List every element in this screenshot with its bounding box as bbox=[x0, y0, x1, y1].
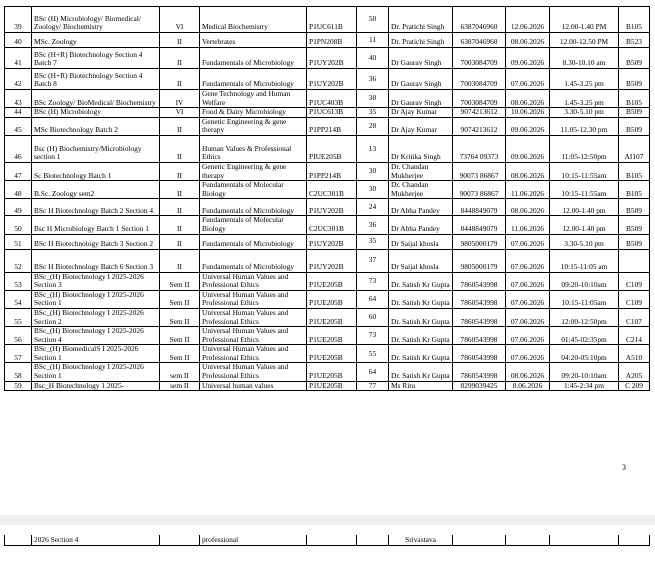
course-code-cell bbox=[307, 535, 357, 546]
time-cell: 12:00-12:50pm bbox=[550, 308, 619, 326]
course-code-cell: C2UC301B bbox=[307, 181, 357, 199]
row-number: 51 bbox=[5, 234, 32, 249]
date-cell: 08.06.2026 bbox=[506, 33, 550, 48]
time-cell: 1.45-3.25 pm bbox=[550, 90, 619, 108]
table-row bbox=[5, 162, 650, 180]
date-cell: 08.06.2026 bbox=[506, 90, 550, 108]
phone-cell: 9074213612 bbox=[453, 108, 506, 118]
semester-cell: II bbox=[160, 249, 200, 272]
date-cell: 09.06.2026 bbox=[506, 135, 550, 162]
program-cell: MSc Biotechnology Batch 2 bbox=[32, 117, 160, 135]
student-count-cell: 24 bbox=[357, 199, 389, 216]
phone-cell: 9805000179 bbox=[453, 234, 506, 249]
student-count-cell: 35 bbox=[357, 234, 389, 249]
date-cell: 07.06.2026 bbox=[506, 249, 550, 272]
time-cell: 01:45-02:35pm bbox=[550, 327, 619, 345]
teacher-cell: Dr. Chandan Mukherjee bbox=[389, 181, 453, 199]
semester-cell: Sem II bbox=[160, 308, 200, 326]
time-cell: 12.00-1.40 pm bbox=[550, 199, 619, 216]
phone-cell: 6387046960 bbox=[453, 33, 506, 48]
table-row bbox=[5, 216, 650, 234]
room-cell: B509 bbox=[619, 108, 650, 118]
course-code-cell: P1UE205B bbox=[307, 345, 357, 363]
student-count-cell: 36 bbox=[357, 69, 389, 90]
table-body bbox=[5, 7, 650, 391]
row-number: 58 bbox=[5, 363, 32, 381]
student-count-cell: 37 bbox=[357, 249, 389, 272]
teacher-cell: Dr. Chandan Mukherjee bbox=[389, 162, 453, 180]
course-code-cell: C2UC301B bbox=[307, 216, 357, 234]
semester-cell: sem II bbox=[160, 363, 200, 381]
row-number: 43 bbox=[5, 90, 32, 108]
subject-cell: Food & Dairy Microbiology bbox=[200, 108, 307, 118]
teacher-cell: Dr Gaurav Singh bbox=[389, 48, 453, 69]
table-row bbox=[5, 33, 650, 48]
semester-cell: II bbox=[160, 69, 200, 90]
date-cell: 08.06.2026 bbox=[506, 199, 550, 216]
room-cell: A510 bbox=[619, 345, 650, 363]
table-row bbox=[5, 535, 650, 546]
table-row bbox=[5, 69, 650, 90]
subject-cell: Fundamentals of Microbiology bbox=[200, 249, 307, 272]
teacher-cell: Dr. Pratichi Singh bbox=[389, 33, 453, 48]
teacher-cell: Dr Ajay Kumar bbox=[389, 108, 453, 118]
room-cell: C 209 bbox=[619, 381, 650, 391]
course-code-cell: P1UE205B bbox=[307, 290, 357, 308]
table-row bbox=[5, 249, 650, 272]
date-cell: 07.06.2026 bbox=[506, 272, 550, 290]
table-row bbox=[5, 108, 650, 118]
course-code-cell: P1PP214B bbox=[307, 117, 357, 135]
phone-cell: 7003084709 bbox=[453, 69, 506, 90]
time-cell: 11.05-12.30 pm bbox=[550, 117, 619, 135]
teacher-cell: Dr Saijal khosla bbox=[389, 234, 453, 249]
time-cell: 04:20-05:10pm bbox=[550, 345, 619, 363]
row-number: 57 bbox=[5, 345, 32, 363]
table-row bbox=[5, 308, 650, 326]
subject-cell: Fundamentals of Microbiology bbox=[200, 48, 307, 69]
program-cell: Bsc H Microbiology Batch 1 Section 1 bbox=[32, 216, 160, 234]
time-cell: 10:15-11:05am bbox=[550, 290, 619, 308]
date-cell: 12.06.2026 bbox=[506, 7, 550, 33]
subject-cell: Universal Human Values and Professional Ethics bbox=[200, 290, 307, 308]
table-row bbox=[5, 345, 650, 363]
row-number: 48 bbox=[5, 181, 32, 199]
room-cell: B523 bbox=[619, 33, 650, 48]
program-cell: BSc (H+R) Biotechnology Section 4 Batch 8 bbox=[32, 69, 160, 90]
teacher-cell: Ms Ritu bbox=[389, 381, 453, 391]
semester-cell: Sem II bbox=[160, 327, 200, 345]
table-row bbox=[5, 327, 650, 345]
program-cell: BSc H Biotechnology Batch 3 Section 2 bbox=[32, 234, 160, 249]
semester-cell: Sem II bbox=[160, 345, 200, 363]
subject-cell: Vertebrates bbox=[200, 33, 307, 48]
table-row bbox=[5, 234, 650, 249]
room-cell: B509 bbox=[619, 199, 650, 216]
phone-cell: 73764 09373 bbox=[453, 135, 506, 162]
program-cell: B.Sc. Zoology sem2 bbox=[32, 181, 160, 199]
row-number: 49 bbox=[5, 199, 32, 216]
course-code-cell: P1UY202B bbox=[307, 48, 357, 69]
room-cell: B105 bbox=[619, 90, 650, 108]
row-number: 53 bbox=[5, 272, 32, 290]
phone-cell: 7860543998 bbox=[453, 363, 506, 381]
table-row bbox=[5, 381, 650, 391]
program-cell: Bsc_H Biotechnology 1 2025- bbox=[32, 381, 160, 391]
program-cell: BSc (H) Microbiology/ Biomedical/ Zoology/ Biochemistry bbox=[32, 7, 160, 33]
teacher-cell: Dr Saijal khosla bbox=[389, 249, 453, 272]
date-cell: 07.06.2026 bbox=[506, 345, 550, 363]
student-count-cell: 36 bbox=[357, 216, 389, 234]
program-cell: 2026 Section 4 bbox=[32, 535, 160, 546]
student-count-cell: 73 bbox=[357, 272, 389, 290]
table-row bbox=[5, 117, 650, 135]
room-cell bbox=[619, 249, 650, 272]
teacher-cell: Dr. Satish Kr Gupta bbox=[389, 308, 453, 326]
program-cell: MSc. Zoology bbox=[32, 33, 160, 48]
row-number: 55 bbox=[5, 308, 32, 326]
semester-cell: II bbox=[160, 181, 200, 199]
phone-cell: 7860543998 bbox=[453, 327, 506, 345]
semester-cell: VI bbox=[160, 108, 200, 118]
semester-cell: II bbox=[160, 234, 200, 249]
date-cell: 07.06.2026 bbox=[506, 69, 550, 90]
phone-cell: 7860543998 bbox=[453, 308, 506, 326]
subject-cell: Genetic Engineering & gene therapy bbox=[200, 162, 307, 180]
course-code-cell: P1UY202B bbox=[307, 69, 357, 90]
program-cell: BSc_(H) Biotechnology I 2025-2026 Section 1 bbox=[32, 363, 160, 381]
room-cell: A205 bbox=[619, 363, 650, 381]
time-cell: 3.30-5.10 pm bbox=[550, 108, 619, 118]
continuation-table bbox=[4, 535, 650, 546]
student-count-cell: 30 bbox=[357, 181, 389, 199]
phone-cell: 90073 86867 bbox=[453, 181, 506, 199]
teacher-cell: Dr. Satish Kr Gupta bbox=[389, 272, 453, 290]
phone-cell: 90073 86867 bbox=[453, 162, 506, 180]
page-gap bbox=[0, 515, 655, 525]
student-count-cell: 73 bbox=[357, 327, 389, 345]
semester-cell: Sem II bbox=[160, 290, 200, 308]
semester-cell: VI bbox=[160, 7, 200, 33]
subject-cell: Genetic Engineering & gene therapy bbox=[200, 117, 307, 135]
date-cell: 07.06.2026 bbox=[506, 327, 550, 345]
subject-cell: Universal Human Values and Professional Ethics bbox=[200, 308, 307, 326]
teacher-cell: Dr. Pratichi Singh bbox=[389, 7, 453, 33]
phone-cell: 9074213612 bbox=[453, 117, 506, 135]
row-number bbox=[5, 535, 32, 546]
row-number: 40 bbox=[5, 33, 32, 48]
table-row bbox=[5, 199, 650, 216]
student-count-cell: 28 bbox=[357, 117, 389, 135]
teacher-cell: Dr Abha Pandey bbox=[389, 216, 453, 234]
row-number: 46 bbox=[5, 135, 32, 162]
course-code-cell: P1UE205B bbox=[307, 308, 357, 326]
row-number: 54 bbox=[5, 290, 32, 308]
room-cell: C109 bbox=[619, 290, 650, 308]
course-code-cell: P1UC611B bbox=[307, 7, 357, 33]
time-cell: 11:05-12:50pm bbox=[550, 135, 619, 162]
table-row bbox=[5, 135, 650, 162]
course-code-cell: P1UC403B bbox=[307, 90, 357, 108]
table-row bbox=[5, 48, 650, 69]
course-code-cell: P1UY202B bbox=[307, 234, 357, 249]
time-cell: 09:20-10:10am bbox=[550, 363, 619, 381]
subject-cell: Universal Human Values and Professional Ethics bbox=[200, 363, 307, 381]
room-cell: B105 bbox=[619, 7, 650, 33]
teacher-cell: Dr Kritika Singh bbox=[389, 135, 453, 162]
room-cell: B509 bbox=[619, 69, 650, 90]
time-cell: 1:45-2:34 pm bbox=[550, 381, 619, 391]
course-code-cell: P1PP214B bbox=[307, 162, 357, 180]
time-cell bbox=[550, 535, 619, 546]
student-count-cell bbox=[357, 535, 389, 546]
phone-cell: 8448849079 bbox=[453, 216, 506, 234]
teacher-cell: Dr. Satish Kr Gupta bbox=[389, 290, 453, 308]
program-cell: BSc_(H) BiomedicalS I 2025-2026 Section 1 bbox=[32, 345, 160, 363]
date-cell: 8.06.2026 bbox=[506, 381, 550, 391]
subject-cell: Universal human values bbox=[200, 381, 307, 391]
program-cell: BSc_(H) Biotechnology I 2025-2026 Section 1 bbox=[32, 290, 160, 308]
room-cell: B509 bbox=[619, 234, 650, 249]
date-cell: 11.06.2026 bbox=[506, 181, 550, 199]
subject-cell: professional bbox=[200, 535, 307, 546]
exam-schedule-table bbox=[4, 6, 650, 391]
row-number: 56 bbox=[5, 327, 32, 345]
row-number: 50 bbox=[5, 216, 32, 234]
student-count-cell: 38 bbox=[357, 90, 389, 108]
time-cell: 12.00-1.40 pm bbox=[550, 216, 619, 234]
program-cell: BSc (H+R) Biotechnology Section 4 Batch 7 bbox=[32, 48, 160, 69]
subject-cell: Universal Human Values and Professional Ethics bbox=[200, 327, 307, 345]
page-number: 3 bbox=[622, 463, 626, 472]
teacher-cell: Dr. Satish Kr Gupta bbox=[389, 363, 453, 381]
date-cell: 07.06.2026 bbox=[506, 234, 550, 249]
phone-cell: 8299039425 bbox=[453, 381, 506, 391]
student-count-cell: 77 bbox=[357, 381, 389, 391]
program-cell: BSc Zoology/ BioMedical/ Biochemistry bbox=[32, 90, 160, 108]
course-code-cell: P1UC613B bbox=[307, 108, 357, 118]
phone-cell: 9805000179 bbox=[453, 249, 506, 272]
time-cell: 12.00-12.50 PM bbox=[550, 33, 619, 48]
course-code-cell: PIUE205B bbox=[307, 135, 357, 162]
subject-cell: Fundamentals of Molecular Biology bbox=[200, 216, 307, 234]
room-cell: B105 bbox=[619, 162, 650, 180]
semester-cell: Sem II bbox=[160, 272, 200, 290]
course-code-cell: P1UE205B bbox=[307, 363, 357, 381]
program-cell: BSc (H) Microbiology bbox=[32, 108, 160, 118]
phone-cell: 7003084709 bbox=[453, 48, 506, 69]
phone-cell bbox=[453, 535, 506, 546]
student-count-cell: 55 bbox=[357, 345, 389, 363]
course-code-cell: P1PN208B bbox=[307, 33, 357, 48]
date-cell: 08.06.2026 bbox=[506, 363, 550, 381]
program-cell: Sc Biotechnology Batch 1 bbox=[32, 162, 160, 180]
date-cell: 09.06.2026 bbox=[506, 48, 550, 69]
row-number: 44 bbox=[5, 108, 32, 118]
time-cell: 12.00-1.40 PM bbox=[550, 7, 619, 33]
table-row bbox=[5, 7, 650, 33]
row-number: 42 bbox=[5, 69, 32, 90]
student-count-cell: 40 bbox=[357, 48, 389, 69]
student-count-cell: 50 bbox=[357, 7, 389, 33]
row-number: 39 bbox=[5, 7, 32, 33]
course-code-cell: P1UE205B bbox=[307, 327, 357, 345]
date-cell: 08.06.2026 bbox=[506, 162, 550, 180]
time-cell: 09:20-10:10am bbox=[550, 272, 619, 290]
document-page-continuation bbox=[0, 525, 655, 580]
subject-cell: Fundamentals of Microbiology bbox=[200, 199, 307, 216]
time-cell: 10:15-11:05 am bbox=[550, 249, 619, 272]
phone-cell: 7860543998 bbox=[453, 345, 506, 363]
subject-cell: Fundamentals of Microbiology bbox=[200, 69, 307, 90]
time-cell: 8.30-10.10 am bbox=[550, 48, 619, 69]
row-number: 52 bbox=[5, 249, 32, 272]
teacher-cell: Dr Gaurav Singh bbox=[389, 69, 453, 90]
program-cell: BSc H Biotechnology Batch 6 Section 3 bbox=[32, 249, 160, 272]
table-row bbox=[5, 272, 650, 290]
subject-cell: Fundamentals of Molecular Biology bbox=[200, 181, 307, 199]
program-cell: BSc_(H) Biotechnology I 2025-2026 Section 4 bbox=[32, 327, 160, 345]
teacher-cell: Dr Gaurav Singh bbox=[389, 90, 453, 108]
table-row bbox=[5, 363, 650, 381]
student-count-cell: 35 bbox=[357, 108, 389, 118]
phone-cell: 7860543998 bbox=[453, 272, 506, 290]
semester-cell: IV bbox=[160, 90, 200, 108]
student-count-cell: 11 bbox=[357, 33, 389, 48]
row-number: 45 bbox=[5, 117, 32, 135]
course-code-cell: P1UY202B bbox=[307, 199, 357, 216]
semester-cell: II bbox=[160, 117, 200, 135]
course-code-cell: P1UE205B bbox=[307, 381, 357, 391]
phone-cell: 6387046960 bbox=[453, 7, 506, 33]
subject-cell: Medical Biochemistry bbox=[200, 7, 307, 33]
table-row bbox=[5, 181, 650, 199]
time-cell: 1.45-3.25 pm bbox=[550, 69, 619, 90]
student-count-cell: 64 bbox=[357, 290, 389, 308]
table-row bbox=[5, 290, 650, 308]
room-cell: C214 bbox=[619, 327, 650, 345]
room-cell: B509 bbox=[619, 216, 650, 234]
subject-cell: Universal Human Values and Professional Ethics bbox=[200, 272, 307, 290]
date-cell bbox=[506, 535, 550, 546]
program-cell: BSc_(H) Biotechnology I 2025-2026 Section 2 bbox=[32, 308, 160, 326]
subject-cell: Gene Technology and Human Welfare bbox=[200, 90, 307, 108]
phone-cell: 8448849079 bbox=[453, 199, 506, 216]
student-count-cell: 64 bbox=[357, 363, 389, 381]
student-count-cell: 60 bbox=[357, 308, 389, 326]
row-number: 47 bbox=[5, 162, 32, 180]
row-number: 41 bbox=[5, 48, 32, 69]
date-cell: 10.06.2026 bbox=[506, 108, 550, 118]
semester-cell: II bbox=[160, 199, 200, 216]
course-code-cell: P1UY202B bbox=[307, 249, 357, 272]
teacher-cell: Dr Abha Pandey bbox=[389, 199, 453, 216]
semester-cell: II bbox=[160, 33, 200, 48]
room-cell bbox=[619, 535, 650, 546]
program-cell: Bsc (H) Biochemistry/Microbiology section 1 bbox=[32, 135, 160, 162]
time-cell: 10:15-11:55am bbox=[550, 181, 619, 199]
phone-cell: 7003084709 bbox=[453, 90, 506, 108]
semester-cell: II bbox=[160, 216, 200, 234]
program-cell: BSc_(H) Biotechnology I 2025-2026 Section 3 bbox=[32, 272, 160, 290]
row-number: 59 bbox=[5, 381, 32, 391]
time-cell: 3.30-5.10 pm bbox=[550, 234, 619, 249]
date-cell: 07.06.2026 bbox=[506, 290, 550, 308]
teacher-cell: Srivastava bbox=[389, 535, 453, 546]
room-cell: B509 bbox=[619, 48, 650, 69]
date-cell: 07.06.2026 bbox=[506, 308, 550, 326]
student-count-cell: 13 bbox=[357, 135, 389, 162]
semester-cell: II bbox=[160, 48, 200, 69]
semester-cell: sem II bbox=[160, 381, 200, 391]
semester-cell: II bbox=[160, 162, 200, 180]
course-code-cell: P1UE205B bbox=[307, 272, 357, 290]
room-cell: B105 bbox=[619, 181, 650, 199]
time-cell: 10:15-11:55am bbox=[550, 162, 619, 180]
semester-cell bbox=[160, 535, 200, 546]
subject-cell: Fundamentals of Microbiology bbox=[200, 234, 307, 249]
table-row bbox=[5, 90, 650, 108]
room-cell: C109 bbox=[619, 272, 650, 290]
room-cell: AI107 bbox=[619, 135, 650, 162]
subject-cell: Human Values & Professional Ethics bbox=[200, 135, 307, 162]
room-cell: C107 bbox=[619, 308, 650, 326]
student-count-cell: 30 bbox=[357, 162, 389, 180]
date-cell: 09.06.2026 bbox=[506, 117, 550, 135]
teacher-cell: Dr. Satish Kr Gupta bbox=[389, 327, 453, 345]
phone-cell: 7860543998 bbox=[453, 290, 506, 308]
semester-cell: II bbox=[160, 135, 200, 162]
program-cell: BSc H Biotechnology Batch 2 Section 4 bbox=[32, 199, 160, 216]
date-cell: 11.06.2026 bbox=[506, 216, 550, 234]
teacher-cell: Dr Ajay Kumar bbox=[389, 117, 453, 135]
teacher-cell: Dr. Satish Kr Gupta bbox=[389, 345, 453, 363]
subject-cell: Universal Human Values and Professional Ethics bbox=[200, 345, 307, 363]
room-cell: B509 bbox=[619, 117, 650, 135]
